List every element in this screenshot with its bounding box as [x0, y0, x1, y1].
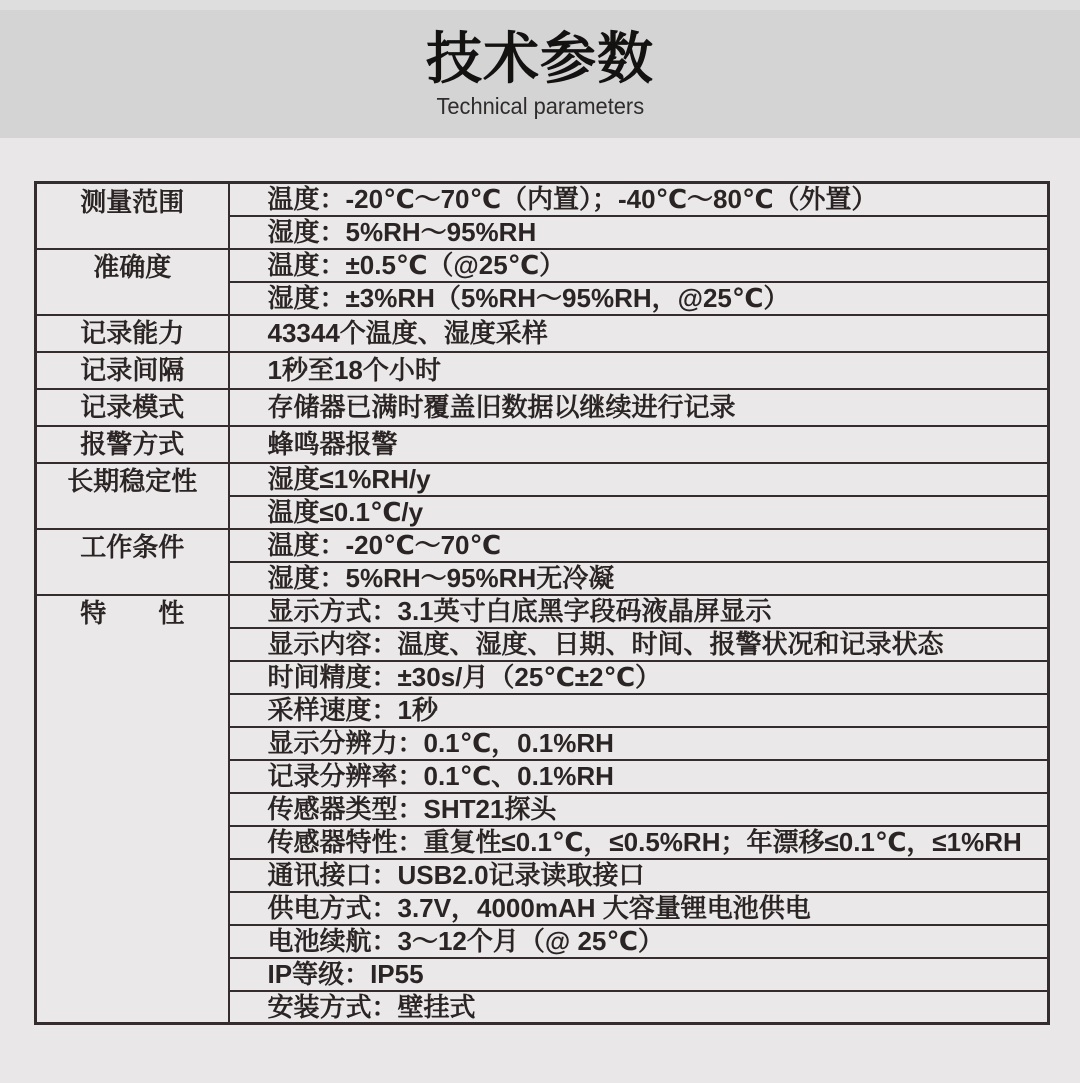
param-value: 时间精度：±30s/月（25℃±2℃）: [229, 661, 1049, 694]
header-band: [0, 10, 1080, 138]
param-value: 43344个温度、湿度采样: [229, 315, 1049, 352]
param-label-accuracy: 准确度: [36, 249, 229, 315]
param-value: 温度：-20℃～70℃: [229, 529, 1049, 562]
param-value: 温度≤0.1℃/y: [229, 496, 1049, 529]
param-label-working-conditions: 工作条件: [36, 529, 229, 595]
param-label-alarm-mode: 报警方式: [36, 426, 229, 463]
table-row: [36, 315, 1049, 352]
table-row: [36, 389, 1049, 426]
page-subtitle: Technical parameters: [436, 92, 644, 119]
param-value: 电池续航：3～12个月（@ 25℃）: [229, 925, 1049, 958]
param-value: 供电方式：3.7V，4000mAH 大容量锂电池供电: [229, 892, 1049, 925]
param-value: 1秒至18个小时: [229, 352, 1049, 389]
param-value: 显示内容：温度、湿度、日期、时间、报警状况和记录状态: [229, 628, 1049, 661]
param-value: 存储器已满时覆盖旧数据以继续进行记录: [229, 389, 1049, 426]
table-row: [36, 352, 1049, 389]
param-value: 显示方式：3.1英寸白底黑字段码液晶屏显示: [229, 595, 1049, 628]
table-row: [36, 463, 1049, 496]
param-value: 采样速度：1秒: [229, 694, 1049, 727]
table-row: [36, 529, 1049, 562]
param-label-long-term-stability: 长期稳定性: [36, 463, 229, 529]
table-row: [36, 183, 1049, 216]
table-row: [36, 249, 1049, 282]
param-value: 传感器类型：SHT21探头: [229, 793, 1049, 826]
param-value: 安装方式：壁挂式: [229, 991, 1049, 1024]
param-value: 温度：±0.5℃（@25℃）: [229, 249, 1049, 282]
param-label-record-mode: 记录模式: [36, 389, 229, 426]
param-label-features: 特 性: [36, 595, 229, 1024]
param-value: IP等级：IP55: [229, 958, 1049, 991]
top-strip: [0, 0, 1080, 10]
table-row: [36, 426, 1049, 463]
param-value: 温度：-20℃～70℃（内置）；-40℃～80℃（外置）: [229, 183, 1049, 216]
param-label-measurement-range: 测量范围: [36, 183, 229, 249]
param-label-record-interval: 记录间隔: [36, 352, 229, 389]
param-label-record-capacity: 记录能力: [36, 315, 229, 352]
spec-table: [34, 181, 1050, 1025]
param-value: 记录分辨率：0.1℃、0.1%RH: [229, 760, 1049, 793]
param-value: 湿度：±3%RH（5%RH～95%RH，@25℃）: [229, 282, 1049, 315]
param-value: 蜂鸣器报警: [229, 426, 1049, 463]
param-value: 湿度：5%RH～95%RH: [229, 216, 1049, 249]
param-value: 显示分辨力：0.1℃，0.1%RH: [229, 727, 1049, 760]
param-value: 湿度≤1%RH/y: [229, 463, 1049, 496]
param-value: 湿度：5%RH～95%RH无冷凝: [229, 562, 1049, 595]
page-title: 技术参数: [426, 27, 654, 91]
param-value: 传感器特性：重复性≤0.1℃，≤0.5%RH；年漂移≤0.1℃，≤1%RH: [229, 826, 1049, 859]
param-value: 通讯接口：USB2.0记录读取接口: [229, 859, 1049, 892]
table-row: [36, 595, 1049, 628]
